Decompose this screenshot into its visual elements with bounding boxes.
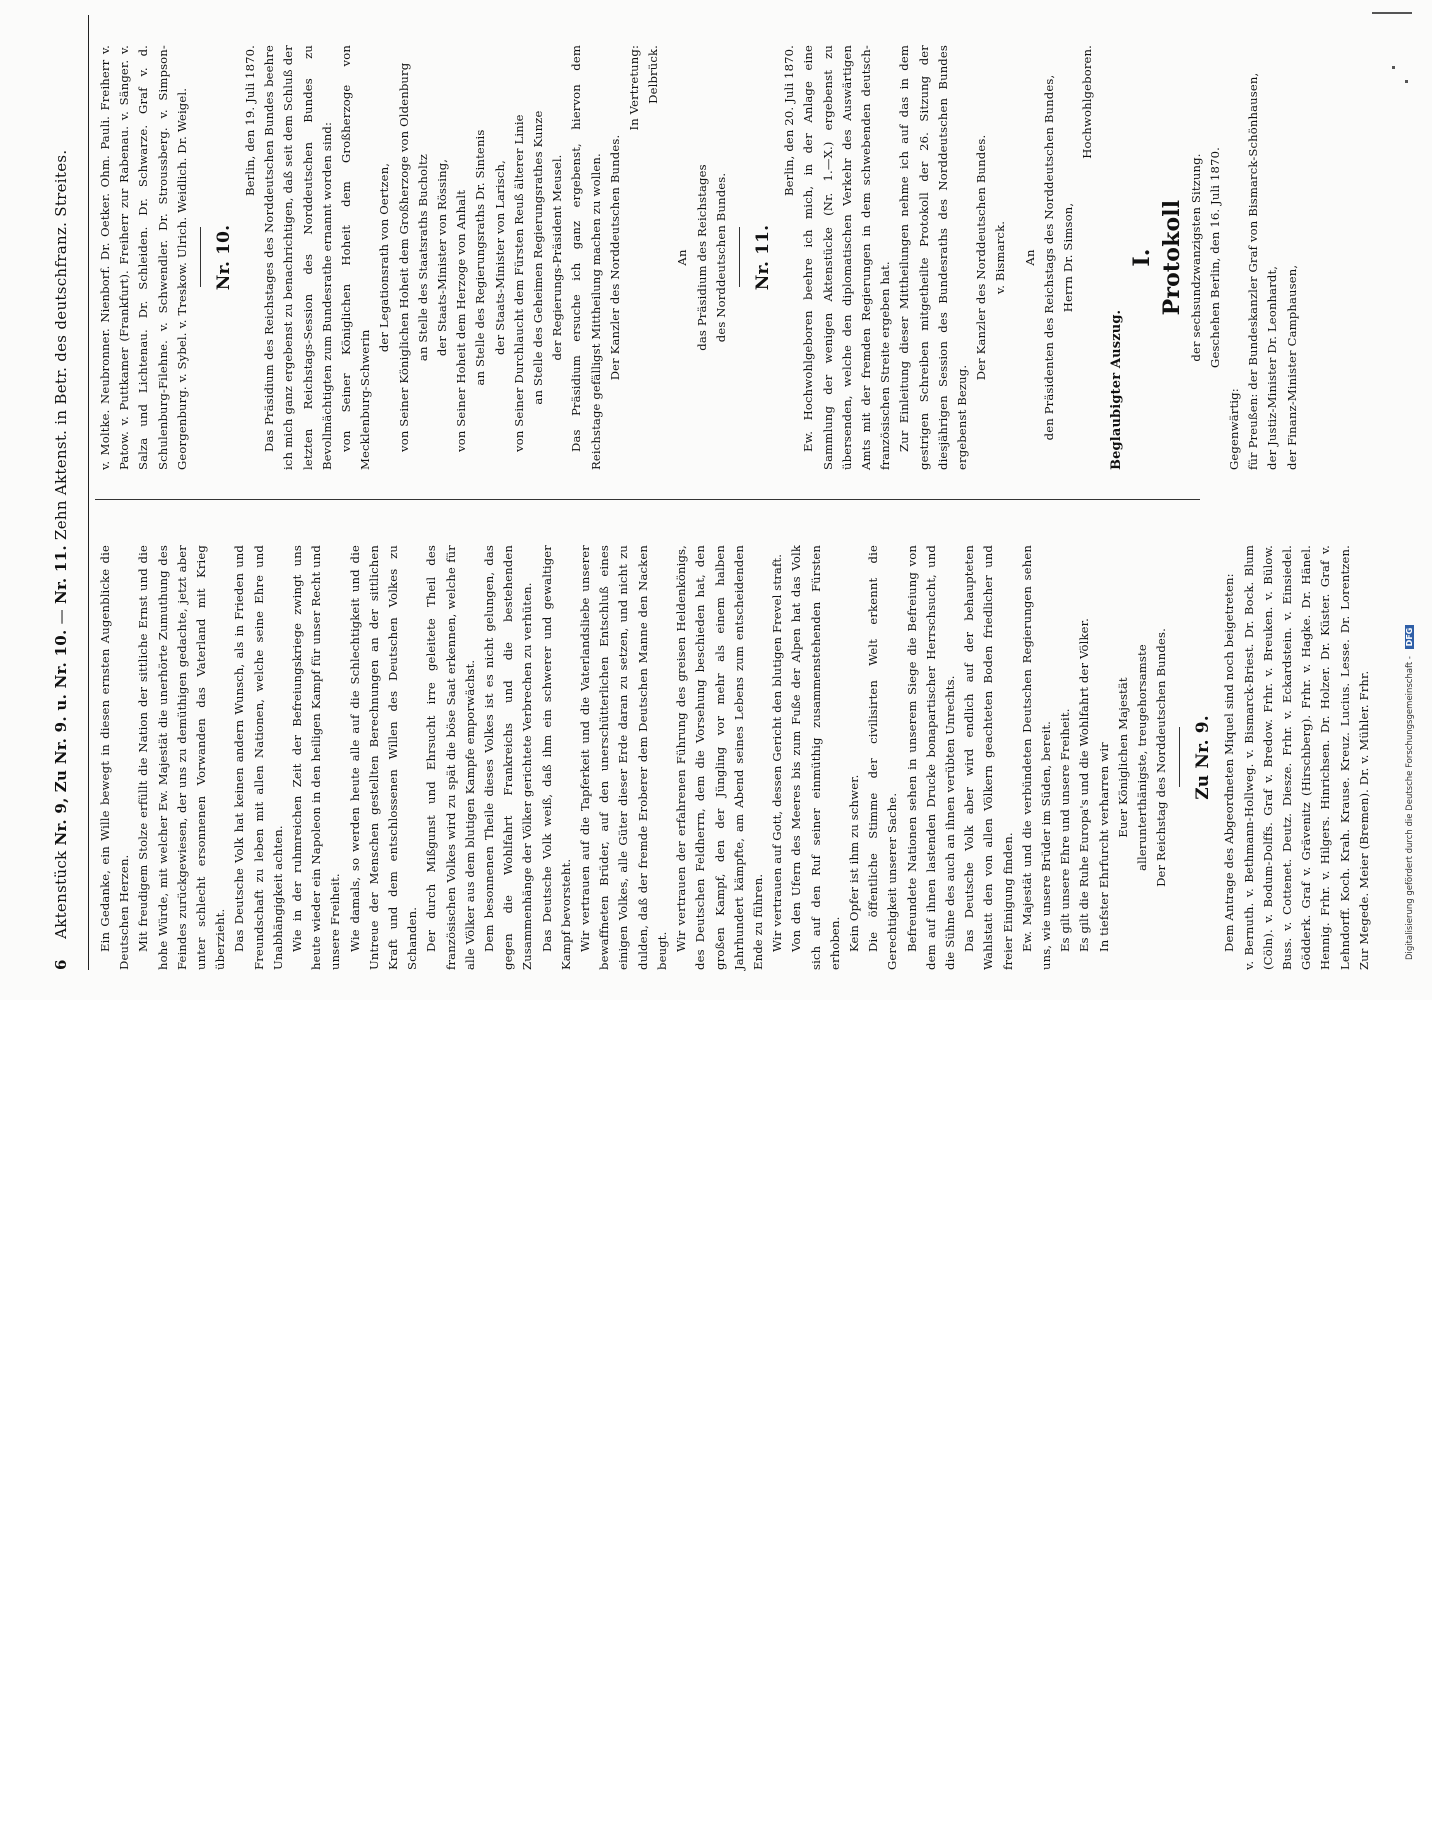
text-line: Beglaubigter Auszug. xyxy=(1109,309,1125,470)
text-line: Mit freudigem Stolze erfüllt die Nation der sittliche Ernst und die hohe Würde, mit welcher Ew. Majestät die unerhörte Zumuthung des Feindes zurückgewiesen, der uns zu demüthigen gedachte, jetzt aber unter schlecht ersonnenen Vorwanden das Vaterland mit Krieg überzieht. xyxy=(136,545,228,970)
text-line: Berlin, den 19. Juli 1870. xyxy=(243,45,258,197)
text-line: Ein Gedanke, ein Wille bewegt in diesen ernsten Augenblicke die Deutschen Herzen. xyxy=(98,545,132,970)
text-line: v. Bismarck. xyxy=(993,220,1008,295)
text-line: der Legationsrath von Oertzen, xyxy=(377,162,392,353)
text-line: Zur Einleitung dieser Mittheilungen nehme ich auf das in dem gestrigen Schreiben mitgetheilte Protokoll der 26. Sitzung der diesjährigen Session des Bundesraths des Norddeutschen Bundes ergebenst Bezug. xyxy=(897,45,969,470)
text-line: das Präsidium des Reichstages xyxy=(694,164,709,351)
text-line: Das Präsidium des Reichstages des Norddeutschen Bundes beehre ich mich ganz ergebenst zu benachrichtigen, daß seit dem Schluß der letzten Reichstags-Session des Norddeutschen Bundes zu Bevollmächtigten zum Bundesrathe ernannt worden sind: xyxy=(262,45,334,470)
text-line: an Stelle des Geheimen Regierungsrathes Kunze xyxy=(531,110,546,405)
spacer xyxy=(1011,45,1021,470)
text-line: von Seiner Königlichen Hoheit dem Großherzoge von Mecklenburg-Schwerin xyxy=(339,45,373,470)
section-heading: Nr. 10. xyxy=(214,224,235,291)
left-column xyxy=(96,545,1374,970)
text-line: In Vertretung: xyxy=(627,45,642,131)
section-rule xyxy=(739,228,740,288)
scan-dot xyxy=(1405,80,1408,83)
digitization-credit xyxy=(1405,627,1427,1830)
scan-mark xyxy=(1372,12,1412,14)
text-line: Die öffentliche Stimme der civilisirten Welt erkennt die Gerechtigkeit unserer Sache. xyxy=(866,545,900,970)
header-aktenstueck: Aktenstück xyxy=(52,850,70,939)
text-line: der Staats-Minister von Larisch, xyxy=(492,160,507,355)
header-zu-nr9-nr10: Zu Nr. 9. u. Nr. 10. xyxy=(52,629,70,793)
dfg-logo: DFG xyxy=(1405,625,1414,650)
text-line: Wie in der ruhmreichen Zeit der Befreiungskriege zwingt uns heute wieder ein Napoleon in den heiligen Kampf für unser Recht und unsere Freiheit. xyxy=(290,545,343,970)
protocol-heading: I. xyxy=(1128,248,1155,267)
text-line: der Justiz-Minister Dr. Leonhardt, xyxy=(1265,265,1280,470)
text-line: der Staats-Minister von Rössing, xyxy=(435,158,450,357)
text-line: Berlin, den 20. Juli 1870. xyxy=(782,45,797,197)
header-rule xyxy=(88,15,89,970)
credit-text: Digitalisierung gefördert durch die Deutsche Forschungsgemeinschaft - xyxy=(1405,656,1415,960)
text-line: Es gilt unsere Ehre und unsere Freiheit. xyxy=(1058,708,1073,952)
text-line: Der Reichstag des Norddeutschen Bundes. xyxy=(1154,628,1169,887)
text-line: Hochwohlgeboren. xyxy=(1080,45,1095,159)
text-line: an Stelle des Staatsraths Bucholtz xyxy=(415,153,430,362)
text-line: An xyxy=(1022,249,1037,266)
text-line: Befreundete Nationen sehen in unserem Siege die Befreiung von dem auf ihnen lastenden Drucke bonapartischer Herrschsucht, und die Sühne des auch an ihnen verübten Unrechts. xyxy=(904,545,957,970)
text-line: der Finanz-Minister Camphausen, xyxy=(1284,264,1299,470)
column-divider xyxy=(95,499,1200,500)
text-line: Kein Opfer ist ihm zu schwer. xyxy=(846,774,861,952)
header-title: Zehn Aktenst. in Betr. des deutschfranz. Streites. xyxy=(52,149,70,541)
page-number: 6 xyxy=(52,959,70,970)
text-line: In tiefster Ehrfurcht verharren wir xyxy=(1096,742,1111,952)
text-line: Das Deutsche Volk weiß, daß ihm ein schwerer und gewaltiger Kampf bevorsteht. xyxy=(539,545,573,970)
text-line: Ew. Hochwohlgeboren beehre ich mich, in der Anlage eine Sammlung der wenigen Aktenstücke (Nr. 1.—X.) ergebenst zu übersenden, welche den diplomatischen Verkehr des Auswärtigen Amts mit der fremden Regierungen in dem schwebenden deutsch-französischen Streite ergeben hat. xyxy=(801,45,893,470)
text-line: Gegenwärtig: xyxy=(1226,388,1241,470)
text-line: Von den Ufern des Meeres bis zum Fuße der Alpen hat das Volk sich auf den Ruf seiner einmüthig zusammenstehenden Fürsten erhoben. xyxy=(789,545,842,970)
text-line: von Seiner Königlichen Hoheit dem Großherzoge von Oldenburg xyxy=(396,62,411,452)
spacer xyxy=(663,45,673,470)
text-line: v. Bernuth. v. Bethmann-Hollweg. v. Bismarck-Briest. Dr. Bock. Blum (Cöln). v. Bodum-Dolffs. Graf v. Bredow. Frhr. v. Breuken. v. Bülow. Buss. v. Cottenet. Deutz. Diesze. Frhr. v. Eckardstein. v. Einsiedel. Gödderk. Graf v. Grävenitz (Hirschberg). Frhr. v. Hagke. Dr. Hänel. Hennig. Frhr. v. Hilgers. Hinrichsen. Dr. Holzer. Dr. Küster. Graf v. Lehndorff. Koch. Krah. Krause. Kreuz. Lucius. Lesse. Dr. Lorentzen. Zur Megede. Meier (Bremen). Dr. v. Mühler. Frhr. xyxy=(1241,545,1371,970)
text-line: Der Kanzler des Norddeutschen Bundes. xyxy=(974,134,989,381)
text-line: Das Präsidium ersuche ich ganz ergebenst, hiervon dem Reichstage gefälligst Mittheilung machen zu wollen. xyxy=(569,45,603,470)
text-line: Geschehen Berlin, den 16. Juli 1870. xyxy=(1207,147,1222,368)
text-line: Ew. Majestät und die verbündeten Deutschen Regierungen sehen uns, wie unsere Brüder im Süden, bereit. xyxy=(1019,545,1053,970)
text-line: allerunterthänigste, treugehorsamste xyxy=(1134,644,1149,871)
text-line: an Stelle des Regierungsraths Dr. Sintenis xyxy=(473,129,488,386)
protocol-heading: Protokoll xyxy=(1158,199,1185,316)
text-line: Wir vertrauen der erfahrenen Führung des greisen Heldenkönigs, des Deutschen Feldherrn, dem die Vorsehung beschieden hat, den großen Kampf, den der Jüngling vor mehr als einem halben Jahrhundert kämpfte, am Abend seines Lebens zum entscheidenden Ende zu führen. xyxy=(674,545,765,970)
text-line: Der durch Mißgunst und Ehrsucht irre geleitete Theil des französischen Volkes wird zu spät die böse Saat erkennen, welche für alle Völker aus dem blutigen Kampfe emporwächst. xyxy=(424,545,477,970)
text-line: für Preußen: der Bundeskanzler Graf von Bismarck-Schönhausen, xyxy=(1246,72,1261,470)
text-line: Dem besonnenen Theile dieses Volkes ist es nicht gelungen, das gegen die Wohlfahrt Frankreichs und die bestehenden Zusammenhänge der Völker gerichtete Verbrechen zu verhüten. xyxy=(482,545,535,970)
text-line: Delbrück. xyxy=(646,45,661,104)
text-line: den Präsidenten des Reichstags des Norddeutschen Bundes, xyxy=(1041,74,1056,441)
text-line: von Seiner Hoheit dem Herzoge von Anhalt xyxy=(454,189,469,452)
text-line: der Regierungs-Präsident Meusel. xyxy=(550,154,565,361)
text-line: Das Deutsche Volk aber wird endlich auf der behaupteten Wahlstatt den von allen Völkern geachteten Boden friedlicher und freier Einigung finden. xyxy=(962,545,1015,970)
text-line: Wir vertrauen auf die Tapferkeit und die Vaterlandsliebe unserer bewaffneten Brüder, auf den unerschütterlichen Entschluß eines einigen Volkes, alle Güter dieser Erde daran zu setzen, und nicht zu dulden, daß der fremde Eroberer dem Deutschen Manne den Nacken beugt. xyxy=(578,545,669,970)
header-separator: — xyxy=(52,609,70,625)
running-header xyxy=(52,15,80,970)
spacer xyxy=(1097,45,1107,470)
scan-dot xyxy=(1392,66,1395,69)
text-line: Wie damals, so werden heute alle auf die Schlechtigkeit und die Untreue der Menschen gestellten Berechnungen an der sittlichen Kraft und dem entschlossenen Willen des Deutschen Volkes zu Schanden. xyxy=(347,545,420,970)
text-line: Das Deutsche Volk hat keinen andern Wunsch, als in Frieden und Freundschaft zu leben mit allen Nationen, welche seine Ehre und Unabhängigkeit achten. xyxy=(232,545,285,970)
header-nr9: Nr. 9, xyxy=(52,797,70,846)
text-line: von Seiner Durchlaucht dem Fürsten Reuß älterer Linie xyxy=(511,114,526,452)
text-line: Euer Königlichen Majestät xyxy=(1115,677,1130,838)
section-heading: Nr. 11. xyxy=(753,224,774,291)
text-line: der sechsundzwanzigsten Sitzung. xyxy=(1188,153,1203,362)
text-line: Der Kanzler des Norddeutschen Bundes. xyxy=(607,134,622,381)
text-line: Dem Antrage des Abgeordneten Miquel sind noch beigetreten: xyxy=(1222,573,1237,952)
section-rule xyxy=(200,228,201,288)
text-line: Herrn Dr. Simson, xyxy=(1060,202,1075,313)
text-line: Es gilt die Ruhe Europa's und die Wohlfahrt der Völker. xyxy=(1077,618,1092,952)
right-column xyxy=(96,45,1302,470)
text-line: v. Moltke. Neubronner. Nienborf. Dr. Oetker. Ohm. Pauli. Freiherr v. Patow. v. Puttkamer (Frankfurt). Freiherr zur Rabenau. v. Sänger. v. Salza und Lichtenau. Dr. Schleiden. Dr. Schwarze. Graf v. d. Schulenburg-Filehne. v. Schwendler. Dr. Stroussberg. v. Simpson-Georgenburg. v. Sybel. v. Treskow. Ulrich. Weidlich. Dr. Weigel. xyxy=(98,45,189,470)
header-nr11: Nr. 11. xyxy=(52,545,70,604)
text-line: An xyxy=(675,249,690,266)
text-line: Wir vertrauen auf Gott, dessen Gericht den blutigen Frevel straft. xyxy=(770,553,785,952)
section-heading: Zu Nr. 9. xyxy=(1193,715,1214,800)
text-line: des Norddeutschen Bundes. xyxy=(713,172,728,343)
section-rule xyxy=(1179,728,1180,788)
